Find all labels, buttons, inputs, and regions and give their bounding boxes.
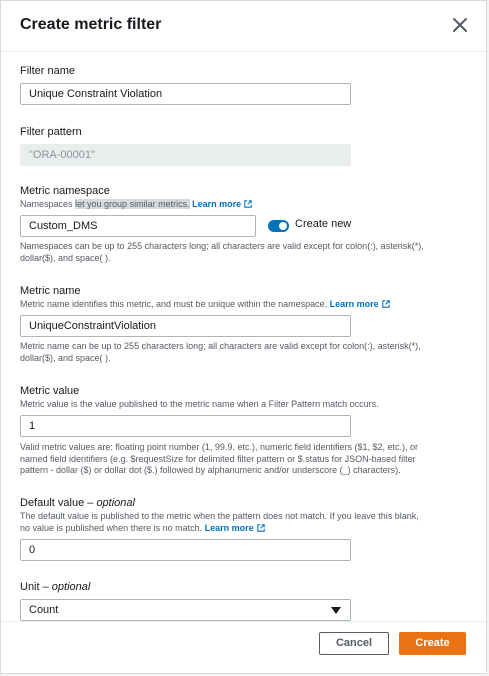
metric-value-constraint (20, 442, 418, 477)
metric-name-description (20, 299, 467, 311)
modal-footer (1, 621, 486, 673)
filter-pattern-input: "ORA-00001" (20, 144, 351, 166)
learn-more-label: Learn more (192, 199, 242, 209)
metric-name-constraint (20, 341, 421, 364)
metric-namespace-input[interactable]: Custom_DMS (20, 215, 256, 237)
metric-name-input[interactable]: UniqueConstraintViolation (20, 315, 351, 337)
filter-pattern-field (20, 125, 467, 170)
metric-namespace-constraint-line2: dollar($), and space( ). (20, 252, 111, 263)
metric-name-label: Metric name (20, 285, 81, 297)
metric-name-learn-more-link[interactable] (330, 299, 390, 309)
default-value-input[interactable]: 0 (20, 539, 351, 561)
default-value-description (20, 511, 467, 534)
close-button[interactable] (450, 15, 470, 35)
metric-value-label: Metric value (20, 385, 80, 397)
modal-body (1, 52, 486, 622)
metric-namespace-label: Metric namespace (20, 185, 110, 197)
filter-name-input[interactable]: Unique Constraint Violation (20, 83, 351, 105)
default-value-desc-line2: no value is published when there is no match. (20, 522, 203, 533)
default-value-desc-line1: The default value is published to the metric when the pattern does not match. If you leave this blank, (20, 511, 419, 521)
default-value-label-text: Default value – (20, 497, 97, 509)
unit-selected-value: Count (29, 604, 59, 616)
metric-name-desc-text: Metric name identifies this metric, and must be unique within the namespace. (20, 299, 328, 309)
external-link-icon (257, 524, 265, 532)
default-value-label (20, 496, 467, 510)
metric-namespace-field (20, 184, 467, 279)
caret-down-icon (331, 607, 341, 614)
close-icon (450, 15, 470, 35)
unit-select[interactable] (20, 599, 351, 621)
external-link-icon (382, 300, 390, 308)
default-value-desc-line2-wrap (20, 523, 467, 535)
metric-value-input[interactable]: 1 (20, 415, 351, 437)
metric-value-constraint-line1: Valid metric values are: floating point number (1, 99.9, etc.), numeric field identifiers ($1, $2, etc.), or (20, 442, 419, 452)
metric-value-constraint-line2: named field identifiers (e.g. $requestSize for delimited filter pattern or $.status for JSON-based filter (20, 453, 416, 464)
metric-namespace-description (20, 199, 467, 211)
cancel-button[interactable]: Cancel (319, 632, 389, 655)
default-value-learn-more-link[interactable] (205, 523, 265, 533)
external-link-icon (244, 200, 252, 208)
metric-namespace-learn-more-link[interactable] (192, 199, 252, 209)
metric-name-constraint-line2: dollar($), and space( ). (20, 352, 111, 363)
unit-label-text: Unit – (20, 581, 52, 593)
learn-more-label: Learn more (204, 522, 254, 533)
metric-namespace-constraint (20, 241, 424, 264)
filter-name-label: Filter name (20, 65, 76, 77)
filter-name-field (20, 64, 467, 109)
metric-name-constraint-line1: Metric name can be up to 255 characters long; all characters are valid except for colon(:), asterisk(*), (20, 341, 421, 351)
default-value-optional: optional (96, 497, 135, 509)
metric-value-field (20, 384, 467, 484)
default-value-field (20, 496, 467, 566)
metric-value-description: Metric value is the value published to the metric name when a Filter Pattern match occurs. (20, 399, 379, 409)
metric-namespace-desc-highlight: let you group similar metrics. (75, 199, 190, 209)
toggle-knob (279, 222, 287, 230)
create-new-label: Create new (295, 218, 352, 230)
metric-namespace-desc-text: Namespaces (20, 199, 76, 209)
metric-name-field (20, 284, 467, 374)
unit-optional: optional (51, 581, 91, 593)
create-button[interactable]: Create (399, 632, 466, 655)
metric-value-constraint-line3: pattern - dollar ($) or dollar dot ($.) followed by alphanumeric and/or underscore (_) characters). (20, 465, 401, 475)
metric-namespace-constraint-line1: Namespaces can be up to 255 characters long; all characters are valid except for colon(:), asterisk(*), (20, 241, 424, 251)
unit-label (20, 580, 467, 594)
create-new-toggle[interactable] (268, 220, 289, 232)
unit-field (20, 580, 467, 625)
modal-header (1, 1, 486, 52)
filter-pattern-label: Filter pattern (20, 126, 82, 138)
learn-more-label: Learn more (329, 299, 379, 309)
modal-title: Create metric filter (20, 16, 162, 33)
